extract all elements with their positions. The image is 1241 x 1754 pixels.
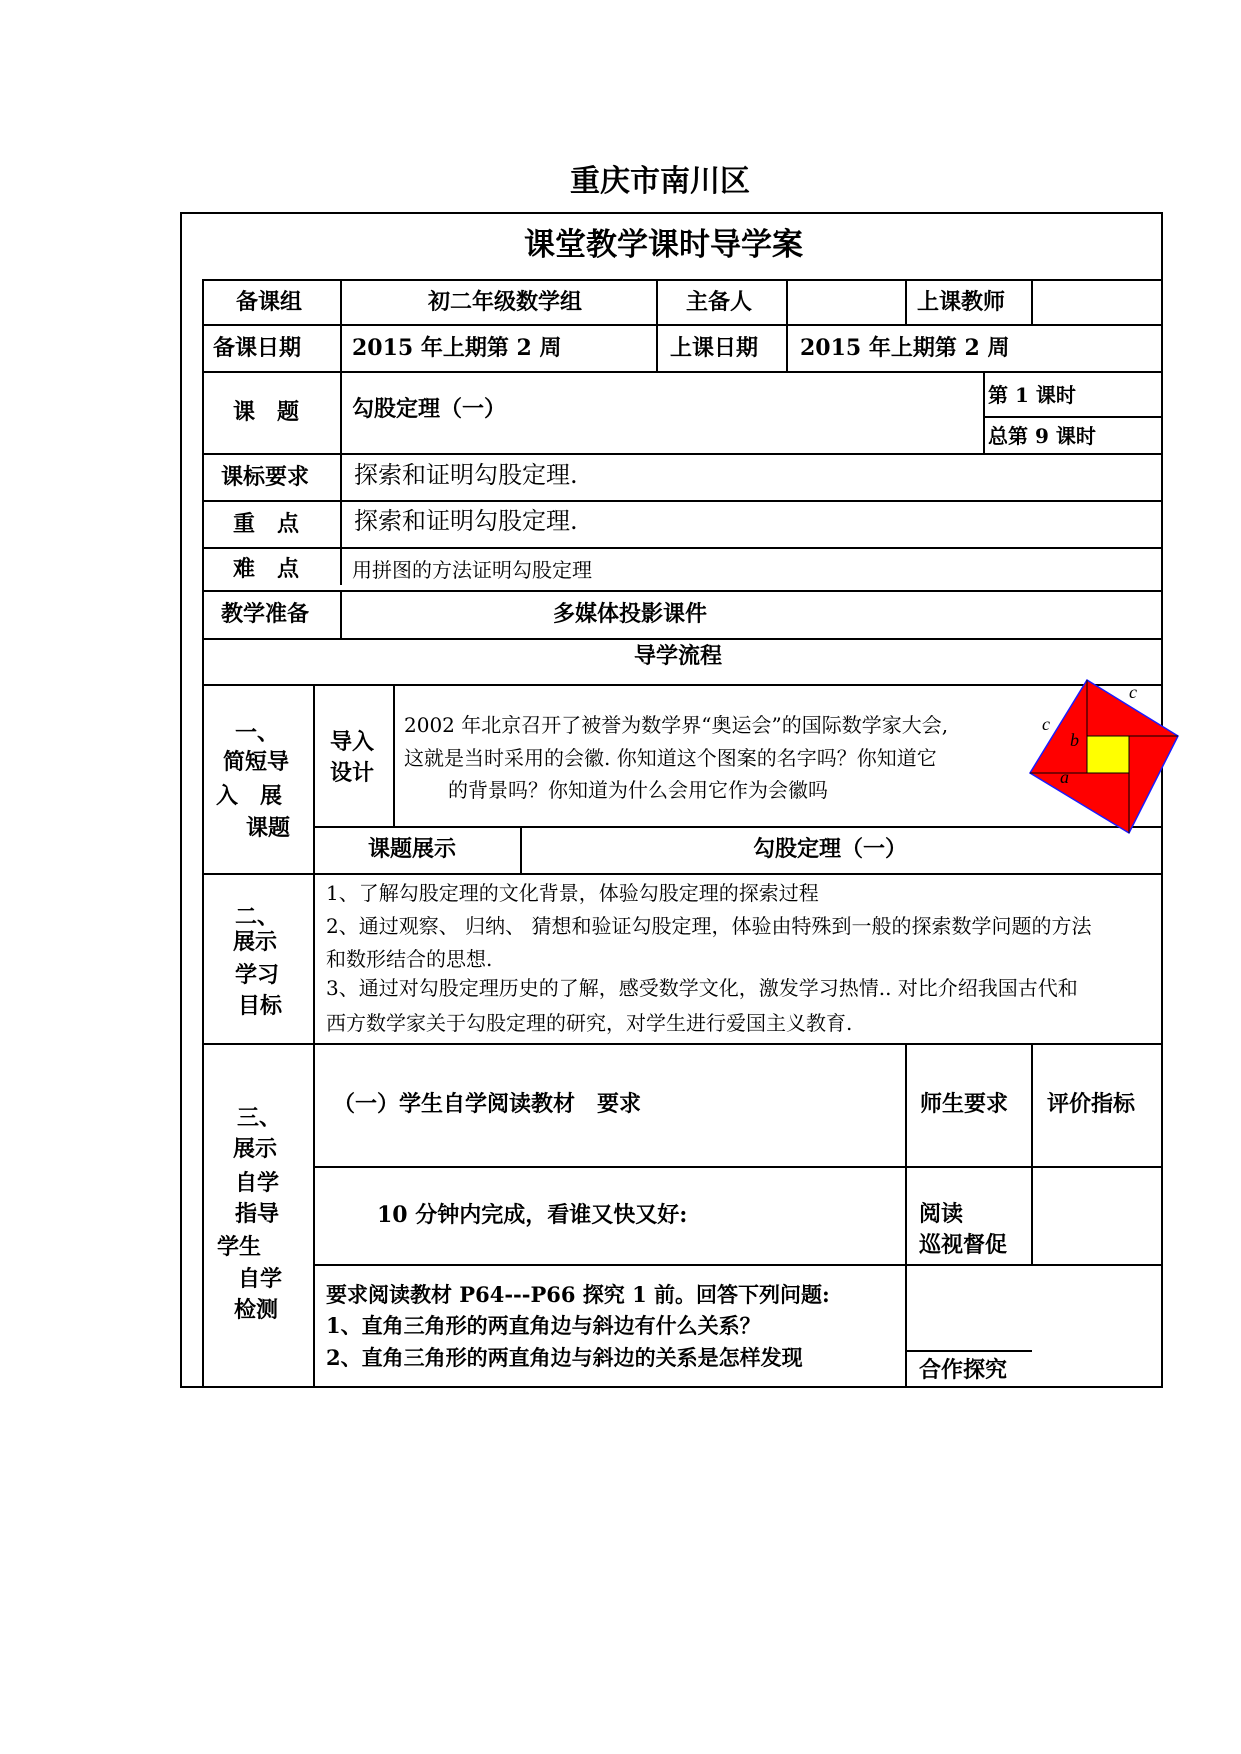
lead-label: 主备人 [686,289,753,315]
difficulty-label: 难 点 [233,556,300,582]
evaluation-header: 评价指标 [1047,1091,1136,1117]
self-study-task-header: （一）学生自学阅读教材 要求 [333,1091,642,1117]
difficulty-value: 用拼图的方法证明勾股定理 [352,558,592,582]
page-heading: 重庆市南川区 [570,164,750,199]
emblem-label-c-left: c [1042,714,1050,734]
time-task: 10 分钟内完成，看谁又快又好: [377,1202,688,1228]
cooperative-inquiry-label: 合作探究 [919,1357,1008,1383]
class-date-label: 上课日期 [670,335,759,361]
topic-value: 勾股定理（一） [352,396,507,422]
class-date-value: 2015 年上期第 2 周 [800,335,1010,361]
topic-show-value: 勾股定理（一） [753,836,908,862]
preparation-value: 多媒体投影课件 [553,601,708,627]
requirement-value: 探索和证明勾股定理. [354,461,578,489]
lesson-number: 第 1 课时 [988,383,1076,407]
teacher-label: 上课教师 [917,289,1006,315]
key-point-value: 探索和证明勾股定理. [354,507,578,535]
requirement-label: 课标要求 [221,464,310,490]
teacher-requirement-header: 师生要求 [920,1091,1009,1117]
prep-date-value: 2015 年上期第 2 周 [352,335,562,361]
preparation-label: 教学准备 [221,601,310,627]
prep-date-label: 备课日期 [213,335,302,361]
topic-show-label: 课题展示 [368,836,457,862]
emblem-label-a: a [1060,767,1069,787]
group-value: 初二年级数学组 [428,289,583,315]
key-point-label: 重 点 [233,511,300,537]
group-label: 备课组 [236,289,303,315]
pythagoras-emblem-figure [1025,670,1185,845]
emblem-label-c-top: c [1129,682,1137,702]
emblem-inner-square [1087,736,1129,773]
topic-label: 课 题 [233,399,300,425]
flow-title: 导学流程 [634,643,723,669]
total-lesson-number: 总第 9 课时 [988,424,1096,448]
emblem-label-b: b [1070,730,1079,750]
document-title: 课堂教学课时导学案 [524,227,803,263]
